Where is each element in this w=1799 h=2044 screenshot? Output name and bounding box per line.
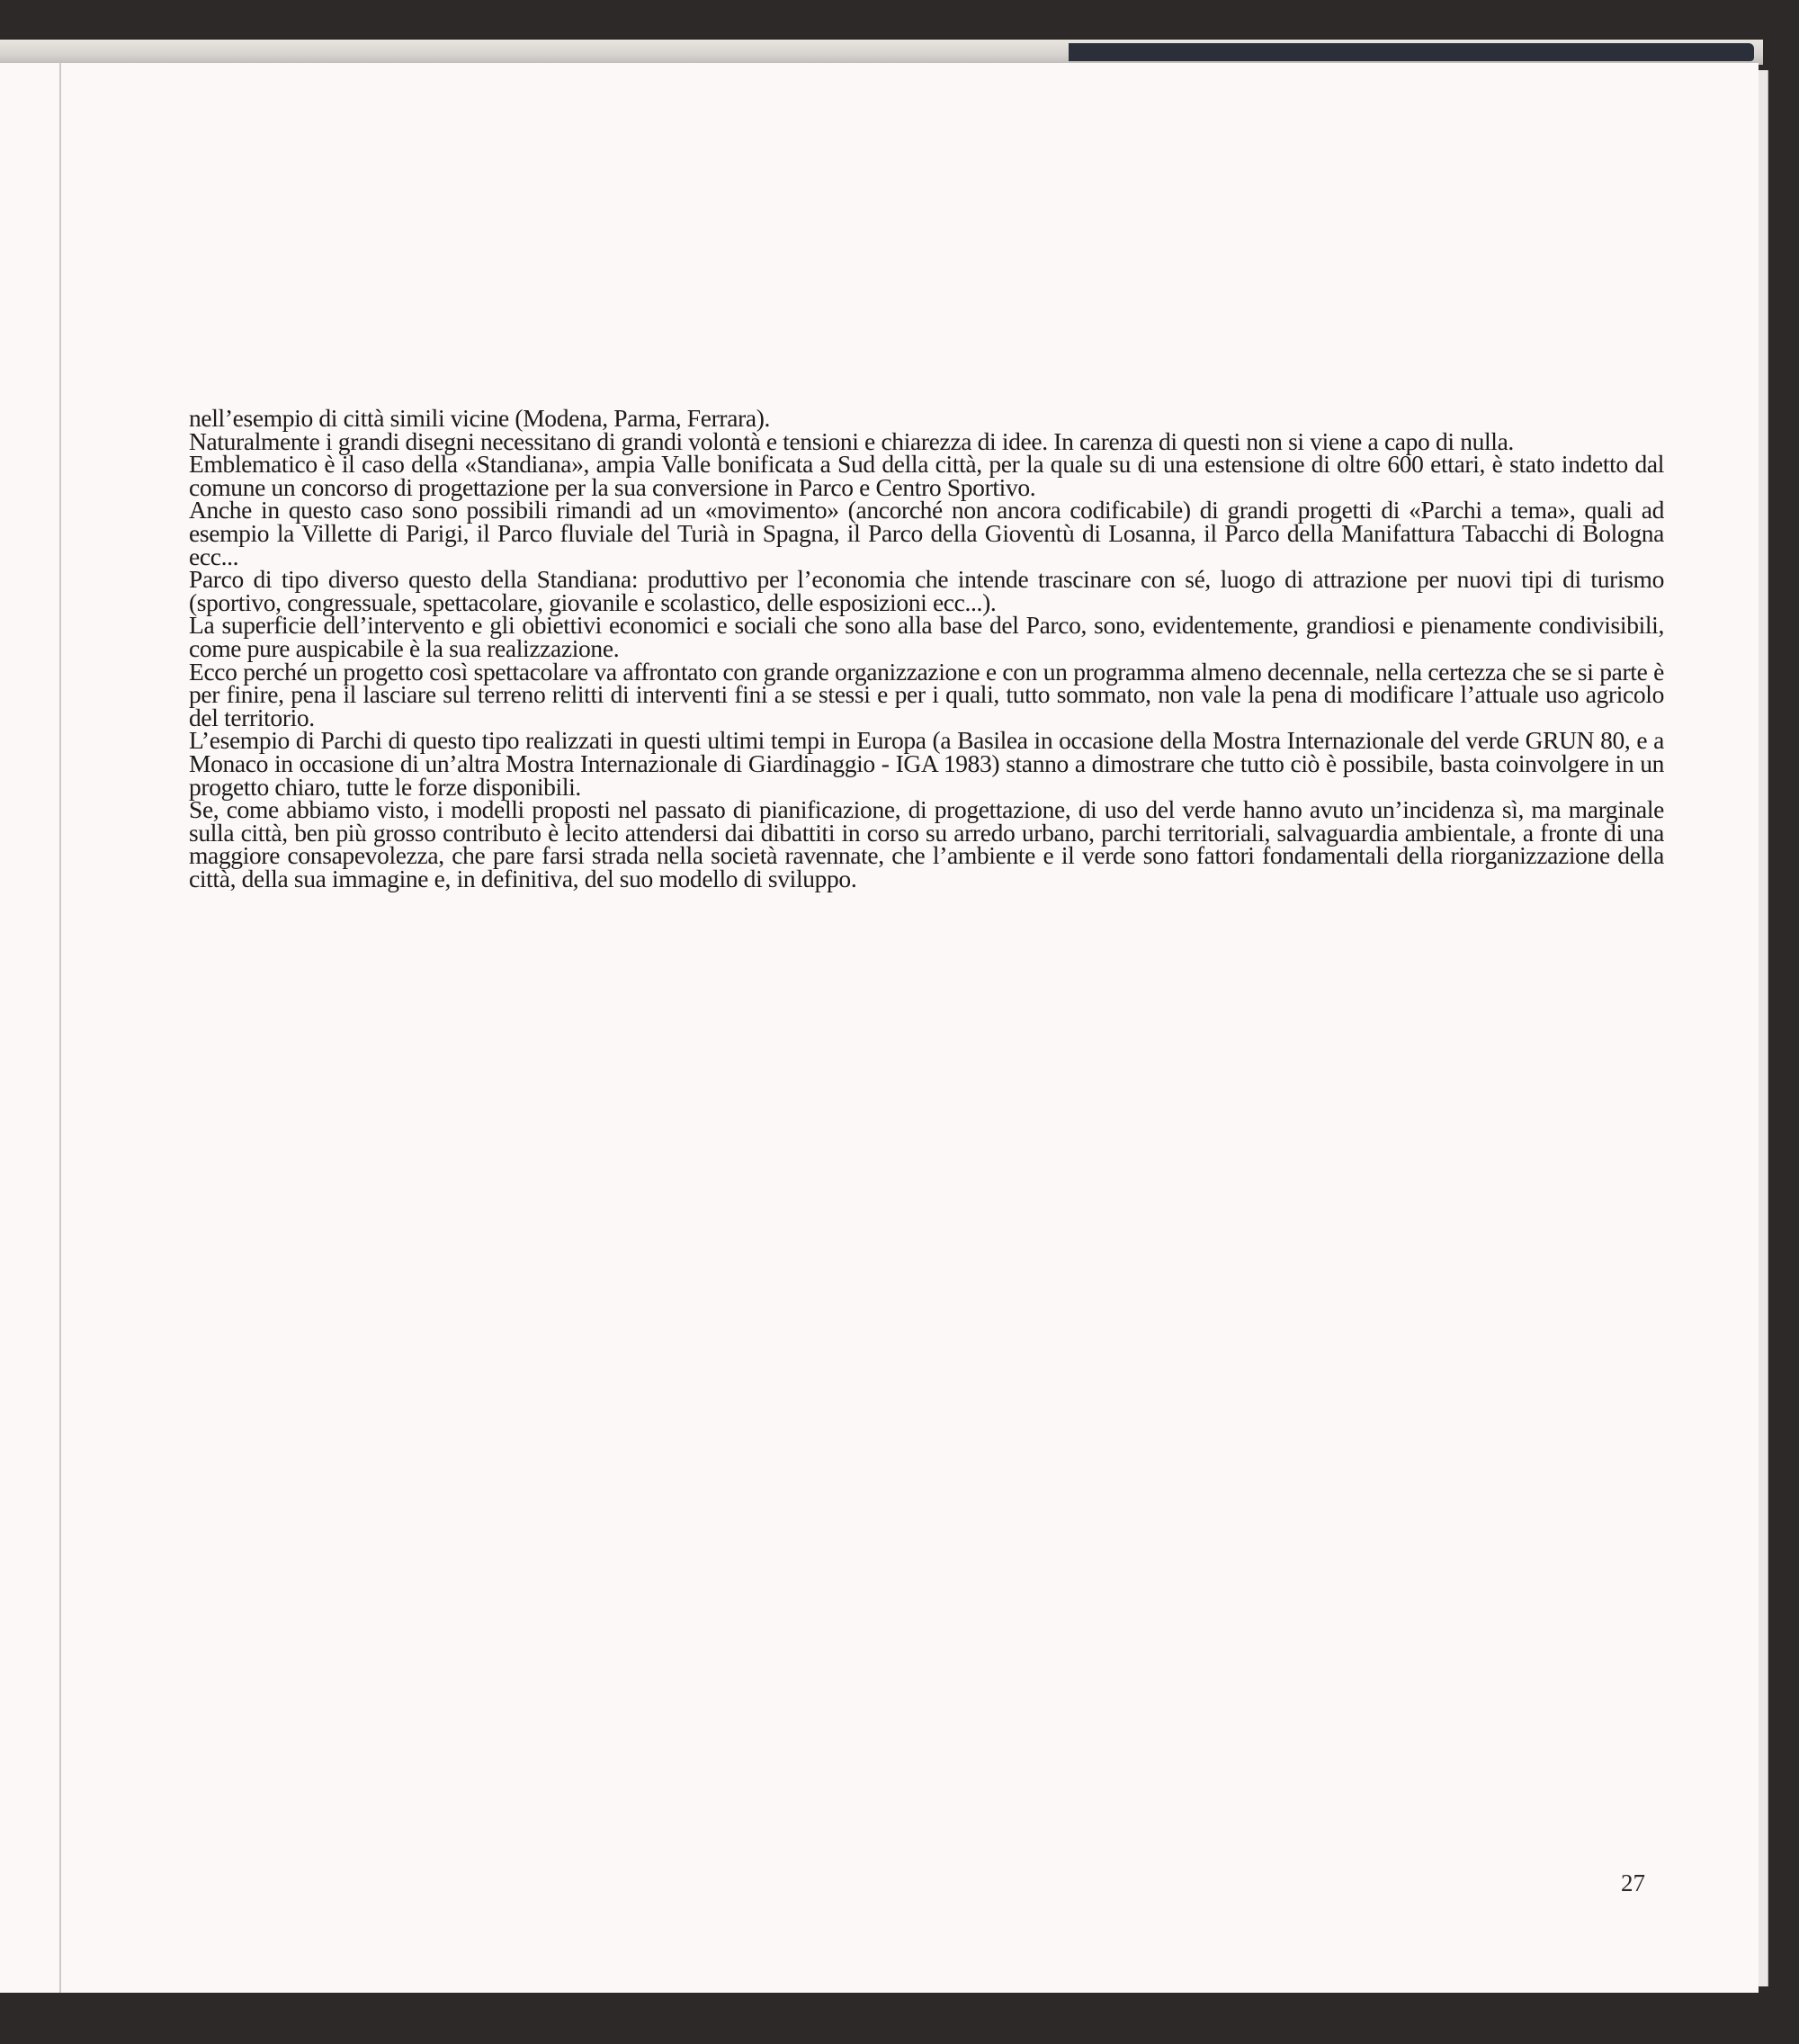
page-number: 27 (1621, 1869, 1645, 1896)
paragraph: Emblematico è il caso della «Standiana», ampia Valle bonificata a Sud della città, per la quale su di una estensione di oltre 600 ettari, è stato indetto dal comune un concorso di progettazione per la sua conversione in Parco e Centro Sportivo. (189, 450, 1664, 501)
paragraph: Naturalmente i grandi disegni necessitano di grandi volontà e tensioni e chiarezza di idee. In carenza di questi non si viene a capo di nulla. (189, 426, 1514, 455)
cover-strip (1069, 43, 1754, 61)
paragraph: L’esempio di Parchi di questo tipo realizzati in questi ultimi tempi in Europa (a Basilea in occasione della Mostra Internazionale del verde GRUN 80, e a Monaco in occasione di un’altra Mostra Internazionale di Giardinaggio - IGA 1983) stanno a dimostrare che tutto ciò è possibile, basta coinvolgere in un progetto chiaro, tutte le forze disponibili. (189, 726, 1664, 801)
paragraph: Anche in questo caso sono possibili rimandi ad un «movimento» (ancorché non ancora codificabile) di grandi progetti di «Parchi a tema», quali ad esempio la Villette di Parigi, il Parco fluviale del Turià in Spagna, il Parco della Gioventù di Losanna, il Parco della Manifattura Tabacchi di Bologna ecc... (189, 496, 1664, 570)
page-edge (1759, 70, 1768, 1986)
paragraph: Ecco perché un progetto così spettacolare va affrontato con grande organizzazione e con un programma almeno decennale, nella certezza che se si parte è per finire, pena il lasciare sul terreno relitti di interventi fini a se stessi e per i quali, tutto sommato, non vale la pena di modificare l’attuale uso agricolo del territorio. (189, 657, 1664, 731)
paragraph: Parco di tipo diverso questo della Standiana: produttivo per l’economia che intende trascinare con sé, luogo di attrazione per nuovi tipi di turismo (sportivo, congressuale, spettacolare, giovanile e scolastico, delle esposizioni ecc...). (189, 565, 1664, 616)
paragraph: nell’esempio di città simili vicine (Modena, Parma, Ferrara). (189, 404, 771, 432)
body-text (189, 404, 1664, 892)
book-page (0, 63, 1759, 1993)
paragraph: Se, come abbiamo visto, i modelli proposti nel passato di pianificazione, di progettazione, di uso del verde hanno avuto un’incidenza sì, ma marginale sulla città, ben più grosso contributo è lecito attendersi dai dibattiti in corso su arredo urbano, parchi territoriali, salvaguardia ambientale, a fronte di una maggiore consapevolezza, che pare farsi strada nella società ravennate, che l’ambiente e il verde sono fattori fondamentali della riorganizzazione della città, della sua immagine e, in definitiva, del suo modello di sviluppo. (189, 795, 1664, 892)
book-spine-line (59, 63, 61, 1993)
paragraph: La superficie dell’intervento e gli obiettivi economici e sociali che sono alla base del Parco, sono, evidentemente, grandiosi e pienamente condivisibili, come pure auspicabile è la sua realizzazione. (189, 611, 1664, 662)
